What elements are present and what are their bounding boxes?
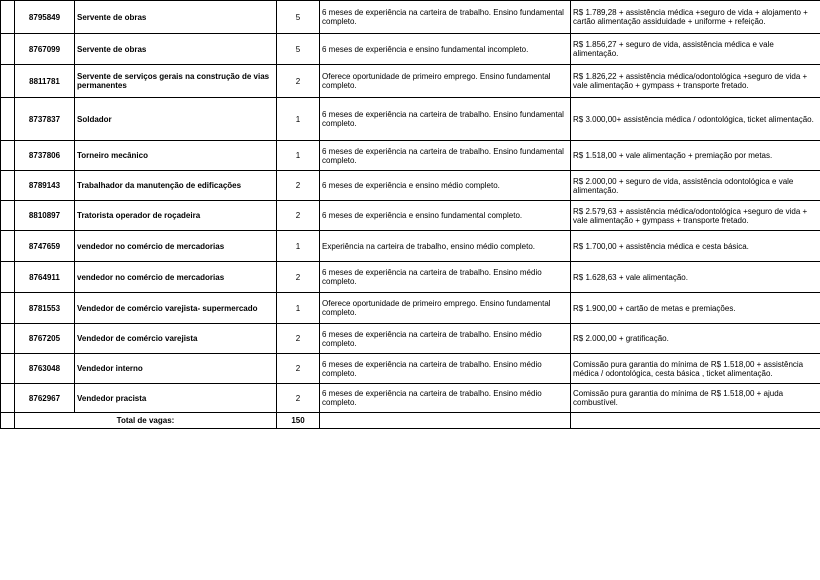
job-code: 8795849 xyxy=(15,1,75,34)
job-benefits: R$ 3.000,00+ assistência médica / odontológica, ticket alimentação. xyxy=(571,98,820,141)
job-title: Torneiro mecânico xyxy=(75,141,277,171)
job-title: Tratorista operador de roçadeira xyxy=(75,201,277,231)
job-vacancies: 1 xyxy=(277,293,320,324)
row-margin-cell xyxy=(1,354,15,384)
row-margin-cell xyxy=(1,262,15,293)
job-code: 8781553 xyxy=(15,293,75,324)
job-requirements: 6 meses de experiência e ensino médio completo. xyxy=(320,171,571,201)
row-margin-cell xyxy=(1,171,15,201)
total-empty-cell xyxy=(571,413,820,429)
table-row xyxy=(1,65,820,98)
table-row xyxy=(1,34,820,65)
job-vacancies: 5 xyxy=(277,1,320,34)
job-requirements: 6 meses de experiência e ensino fundamental incompleto. xyxy=(320,34,571,65)
job-requirements: 6 meses de experiência na carteira de trabalho. Ensino fundamental completo. xyxy=(320,141,571,171)
job-code: 8747659 xyxy=(15,231,75,262)
table-row xyxy=(1,1,820,34)
job-benefits: R$ 1.856,27 + seguro de vida, assistência médica e vale alimentação. xyxy=(571,34,820,65)
job-code: 8810897 xyxy=(15,201,75,231)
job-benefits: R$ 1.789,28 + assistência médica +seguro de vida + alojamento + cartão alimentação assiduidade + uniforme + refeição. xyxy=(571,1,820,34)
job-code: 8737806 xyxy=(15,141,75,171)
job-requirements: Oferece oportunidade de primeiro emprego. Ensino fundamental completo. xyxy=(320,293,571,324)
table-row xyxy=(1,324,820,354)
job-title: vendedor no comércio de mercadorias xyxy=(75,231,277,262)
job-code: 8764911 xyxy=(15,262,75,293)
job-title: Servente de serviços gerais na construção de vias permanentes xyxy=(75,65,277,98)
job-requirements: Experiência na carteira de trabalho, ensino médio completo. xyxy=(320,231,571,262)
job-benefits: R$ 1.518,00 + vale alimentação + premiação por metas. xyxy=(571,141,820,171)
job-title: Servente de obras xyxy=(75,1,277,34)
total-vacancies: 150 xyxy=(277,413,320,429)
job-title: Soldador xyxy=(75,98,277,141)
job-title: vendedor no comércio de mercadorias xyxy=(75,262,277,293)
total-label: Total de vagas: xyxy=(15,413,277,429)
row-margin-cell xyxy=(1,98,15,141)
job-code: 8767099 xyxy=(15,34,75,65)
table-row xyxy=(1,201,820,231)
job-title: Vendedor interno xyxy=(75,354,277,384)
job-vacancies: 2 xyxy=(277,354,320,384)
job-title: Vendedor pracista xyxy=(75,384,277,413)
table-row xyxy=(1,293,820,324)
job-vacancies: 2 xyxy=(277,262,320,293)
vacancy-table-body xyxy=(1,1,820,429)
job-benefits: Comissão pura garantia do mínima de R$ 1.518,00 + assistência médica / odontológica, cesta básica , ticket alimentação. xyxy=(571,354,820,384)
job-code: 8763048 xyxy=(15,354,75,384)
job-benefits: Comissão pura garantia do mínima de R$ 1.518,00 + ajuda combustível. xyxy=(571,384,820,413)
job-benefits: R$ 1.700,00 + assistência médica e cesta básica. xyxy=(571,231,820,262)
job-vacancies: 1 xyxy=(277,141,320,171)
row-margin-cell xyxy=(1,231,15,262)
job-vacancies: 2 xyxy=(277,65,320,98)
total-empty-cell xyxy=(320,413,571,429)
table-row xyxy=(1,141,820,171)
job-code: 8811781 xyxy=(15,65,75,98)
row-margin-cell xyxy=(1,413,15,429)
job-code: 8737837 xyxy=(15,98,75,141)
row-margin-cell xyxy=(1,293,15,324)
table-row xyxy=(1,262,820,293)
table-row xyxy=(1,354,820,384)
job-vacancies: 2 xyxy=(277,324,320,354)
job-requirements: 6 meses de experiência na carteira de trabalho. Ensino médio completo. xyxy=(320,324,571,354)
row-margin-cell xyxy=(1,384,15,413)
row-margin-cell xyxy=(1,324,15,354)
job-code: 8789143 xyxy=(15,171,75,201)
job-benefits: R$ 2.000,00 + seguro de vida, assistência odontológica e vale alimentação. xyxy=(571,171,820,201)
job-requirements: 6 meses de experiência na carteira de trabalho. Ensino médio completo. xyxy=(320,262,571,293)
row-margin-cell xyxy=(1,1,15,34)
job-benefits: R$ 1.628,63 + vale alimentação. xyxy=(571,262,820,293)
job-code: 8762967 xyxy=(15,384,75,413)
job-benefits: R$ 1.826,22 + assistência médica/odontológica +seguro de vida + vale alimentação + gympass + transporte fretado. xyxy=(571,65,820,98)
job-benefits: R$ 1.900,00 + cartão de metas e premiações. xyxy=(571,293,820,324)
job-code: 8767205 xyxy=(15,324,75,354)
job-title: Trabalhador da manutenção de edificações xyxy=(75,171,277,201)
job-title: Vendedor de comércio varejista xyxy=(75,324,277,354)
job-requirements: 6 meses de experiência e ensino fundamental completo. xyxy=(320,201,571,231)
table-row xyxy=(1,231,820,262)
job-requirements: Oferece oportunidade de primeiro emprego. Ensino fundamental completo. xyxy=(320,65,571,98)
job-requirements: 6 meses de experiência na carteira de trabalho. Ensino médio completo. xyxy=(320,384,571,413)
job-vacancies: 2 xyxy=(277,201,320,231)
job-requirements: 6 meses de experiência na carteira de trabalho. Ensino fundamental completo. xyxy=(320,98,571,141)
job-title: Vendedor de comércio varejista- supermercado xyxy=(75,293,277,324)
job-requirements: 6 meses de experiência na carteira de trabalho. Ensino médio completo. xyxy=(320,354,571,384)
job-vacancies: 2 xyxy=(277,384,320,413)
total-row xyxy=(1,413,820,429)
row-margin-cell xyxy=(1,34,15,65)
job-vacancies: 2 xyxy=(277,171,320,201)
job-vacancies: 1 xyxy=(277,231,320,262)
table-row xyxy=(1,98,820,141)
job-vacancies: 5 xyxy=(277,34,320,65)
row-margin-cell xyxy=(1,141,15,171)
table-row xyxy=(1,384,820,413)
job-vacancies: 1 xyxy=(277,98,320,141)
job-requirements: 6 meses de experiência na carteira de trabalho. Ensino fundamental completo. xyxy=(320,1,571,34)
row-margin-cell xyxy=(1,65,15,98)
table-row xyxy=(1,171,820,201)
row-margin-cell xyxy=(1,201,15,231)
job-benefits: R$ 2.579,63 + assistência médica/odontológica +seguro de vida + vale alimentação + gympass + transporte fretado. xyxy=(571,201,820,231)
job-title: Servente de obras xyxy=(75,34,277,65)
job-benefits: R$ 2.000,00 + gratificação. xyxy=(571,324,820,354)
